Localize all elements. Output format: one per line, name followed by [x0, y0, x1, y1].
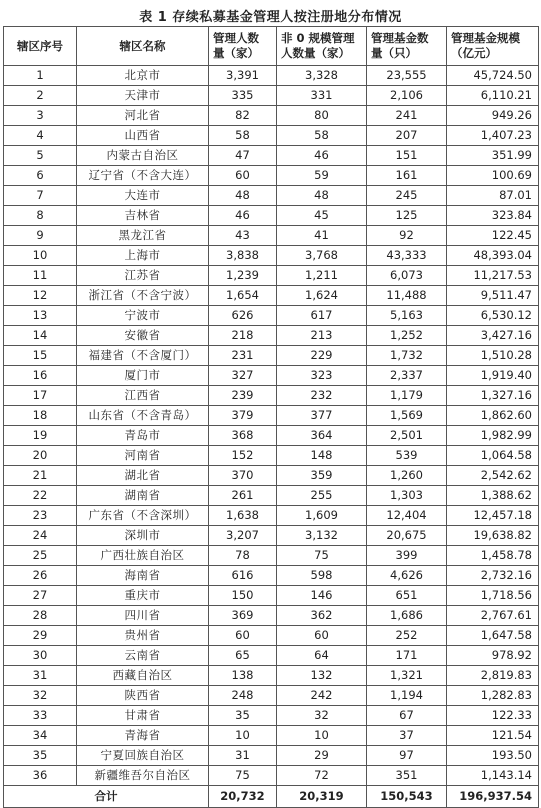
table-row [4, 126, 539, 146]
table-row [4, 106, 539, 126]
total-label: 合计 [4, 786, 209, 808]
cell-name: 湖北省 [77, 466, 209, 486]
table-row [4, 406, 539, 426]
cell-seq: 4 [4, 126, 77, 146]
cell-scale: 3,427.16 [447, 326, 539, 346]
cell-managers: 369 [209, 606, 277, 626]
cell-managers: 3,207 [209, 526, 277, 546]
cell-scale: 1,282.83 [447, 686, 539, 706]
cell-seq: 26 [4, 566, 77, 586]
table-row [4, 546, 539, 566]
cell-seq: 36 [4, 766, 77, 786]
cell-nonzero: 331 [277, 86, 367, 106]
cell-scale: 45,724.50 [447, 66, 539, 86]
cell-seq: 20 [4, 446, 77, 466]
cell-name: 甘肃省 [77, 706, 209, 726]
cell-scale: 87.01 [447, 186, 539, 206]
cell-funds: 2,501 [367, 426, 447, 446]
header-nonzero-line1: 非 0 规模管理 [281, 31, 355, 45]
cell-name: 云南省 [77, 646, 209, 666]
cell-funds: 97 [367, 746, 447, 766]
cell-nonzero: 59 [277, 166, 367, 186]
cell-managers: 60 [209, 166, 277, 186]
table-row [4, 346, 539, 366]
cell-managers: 10 [209, 726, 277, 746]
cell-scale: 1,862.60 [447, 406, 539, 426]
header-name: 辖区名称 [77, 27, 209, 66]
cell-managers: 65 [209, 646, 277, 666]
table-row [4, 206, 539, 226]
cell-name: 安徽省 [77, 326, 209, 346]
cell-managers: 3,838 [209, 246, 277, 266]
cell-name: 贵州省 [77, 626, 209, 646]
cell-nonzero: 242 [277, 686, 367, 706]
cell-nonzero: 617 [277, 306, 367, 326]
cell-nonzero: 1,609 [277, 506, 367, 526]
cell-scale: 2,732.16 [447, 566, 539, 586]
cell-name: 大连市 [77, 186, 209, 206]
header-funds-line1: 管理基金数 [371, 31, 429, 45]
cell-nonzero: 132 [277, 666, 367, 686]
header-funds-line2: 量（只） [371, 46, 417, 60]
table-row [4, 706, 539, 726]
table-row [4, 146, 539, 166]
cell-funds: 207 [367, 126, 447, 146]
cell-managers: 370 [209, 466, 277, 486]
cell-funds: 43,333 [367, 246, 447, 266]
cell-managers: 626 [209, 306, 277, 326]
cell-nonzero: 146 [277, 586, 367, 606]
cell-managers: 46 [209, 206, 277, 226]
cell-seq: 9 [4, 226, 77, 246]
cell-scale: 1,407.23 [447, 126, 539, 146]
header-managers-line1: 管理人数 [213, 31, 259, 45]
cell-seq: 30 [4, 646, 77, 666]
cell-scale: 949.26 [447, 106, 539, 126]
cell-scale: 978.92 [447, 646, 539, 666]
cell-nonzero: 72 [277, 766, 367, 786]
table-row [4, 686, 539, 706]
table-row [4, 466, 539, 486]
cell-name: 广西壮族自治区 [77, 546, 209, 566]
cell-managers: 368 [209, 426, 277, 446]
cell-scale: 48,393.04 [447, 246, 539, 266]
cell-seq: 11 [4, 266, 77, 286]
table-row [4, 306, 539, 326]
cell-nonzero: 10 [277, 726, 367, 746]
cell-managers: 47 [209, 146, 277, 166]
cell-nonzero: 3,768 [277, 246, 367, 266]
cell-name: 山西省 [77, 126, 209, 146]
table-row [4, 626, 539, 646]
cell-seq: 10 [4, 246, 77, 266]
cell-funds: 6,073 [367, 266, 447, 286]
table-row [4, 746, 539, 766]
cell-name: 宁夏回族自治区 [77, 746, 209, 766]
total-funds: 150,543 [367, 786, 447, 808]
table-row [4, 726, 539, 746]
cell-seq: 12 [4, 286, 77, 306]
cell-nonzero: 359 [277, 466, 367, 486]
cell-seq: 17 [4, 386, 77, 406]
cell-seq: 28 [4, 606, 77, 626]
cell-managers: 43 [209, 226, 277, 246]
table-row [4, 66, 539, 86]
cell-nonzero: 45 [277, 206, 367, 226]
cell-name: 山东省（不含青岛） [77, 406, 209, 426]
cell-managers: 379 [209, 406, 277, 426]
cell-seq: 25 [4, 546, 77, 566]
cell-nonzero: 48 [277, 186, 367, 206]
cell-managers: 1,239 [209, 266, 277, 286]
table-row [4, 366, 539, 386]
cell-seq: 27 [4, 586, 77, 606]
table-row [4, 166, 539, 186]
cell-funds: 1,303 [367, 486, 447, 506]
cell-managers: 31 [209, 746, 277, 766]
cell-nonzero: 255 [277, 486, 367, 506]
cell-funds: 23,555 [367, 66, 447, 86]
cell-funds: 1,179 [367, 386, 447, 406]
cell-scale: 1,327.16 [447, 386, 539, 406]
cell-managers: 152 [209, 446, 277, 466]
cell-nonzero: 80 [277, 106, 367, 126]
cell-name: 海南省 [77, 566, 209, 586]
cell-name: 黑龙江省 [77, 226, 209, 246]
cell-managers: 75 [209, 766, 277, 786]
cell-nonzero: 46 [277, 146, 367, 166]
cell-name: 四川省 [77, 606, 209, 626]
cell-name: 北京市 [77, 66, 209, 86]
cell-scale: 2,819.83 [447, 666, 539, 686]
table-row [4, 326, 539, 346]
cell-name: 吉林省 [77, 206, 209, 226]
cell-funds: 1,260 [367, 466, 447, 486]
cell-seq: 6 [4, 166, 77, 186]
header-scale-line2: （亿元） [451, 46, 497, 60]
cell-funds: 5,163 [367, 306, 447, 326]
cell-managers: 138 [209, 666, 277, 686]
cell-nonzero: 323 [277, 366, 367, 386]
cell-scale: 12,457.18 [447, 506, 539, 526]
cell-managers: 3,391 [209, 66, 277, 86]
table-row [4, 646, 539, 666]
cell-name: 深圳市 [77, 526, 209, 546]
cell-seq: 34 [4, 726, 77, 746]
cell-nonzero: 32 [277, 706, 367, 726]
cell-funds: 351 [367, 766, 447, 786]
cell-name: 辽宁省（不含大连） [77, 166, 209, 186]
table-row [4, 486, 539, 506]
cell-scale: 1,458.78 [447, 546, 539, 566]
cell-funds: 252 [367, 626, 447, 646]
registration-distribution-table [3, 26, 539, 808]
table-row [4, 286, 539, 306]
table-row [4, 426, 539, 446]
cell-scale: 100.69 [447, 166, 539, 186]
cell-name: 厦门市 [77, 366, 209, 386]
cell-seq: 5 [4, 146, 77, 166]
cell-seq: 15 [4, 346, 77, 366]
cell-scale: 121.54 [447, 726, 539, 746]
cell-scale: 323.84 [447, 206, 539, 226]
cell-name: 江苏省 [77, 266, 209, 286]
cell-scale: 2,767.61 [447, 606, 539, 626]
cell-scale: 19,638.82 [447, 526, 539, 546]
total-row [4, 786, 539, 808]
cell-seq: 13 [4, 306, 77, 326]
table-row [4, 506, 539, 526]
cell-scale: 1,388.62 [447, 486, 539, 506]
cell-funds: 1,321 [367, 666, 447, 686]
table-row [4, 86, 539, 106]
cell-funds: 171 [367, 646, 447, 666]
cell-funds: 241 [367, 106, 447, 126]
total-scale: 196,937.54 [447, 786, 539, 808]
cell-funds: 245 [367, 186, 447, 206]
header-managers [209, 27, 277, 66]
cell-seq: 19 [4, 426, 77, 446]
cell-funds: 161 [367, 166, 447, 186]
cell-scale: 1,718.56 [447, 586, 539, 606]
header-seq: 辖区序号 [4, 27, 77, 66]
cell-nonzero: 41 [277, 226, 367, 246]
cell-managers: 327 [209, 366, 277, 386]
table-row [4, 266, 539, 286]
cell-nonzero: 1,211 [277, 266, 367, 286]
cell-managers: 58 [209, 126, 277, 146]
cell-managers: 239 [209, 386, 277, 406]
cell-funds: 1,569 [367, 406, 447, 426]
table-row [4, 226, 539, 246]
cell-managers: 35 [209, 706, 277, 726]
cell-seq: 21 [4, 466, 77, 486]
cell-nonzero: 364 [277, 426, 367, 446]
cell-nonzero: 377 [277, 406, 367, 426]
cell-name: 河北省 [77, 106, 209, 126]
cell-funds: 67 [367, 706, 447, 726]
cell-scale: 351.99 [447, 146, 539, 166]
table-header-row [4, 27, 539, 66]
cell-managers: 335 [209, 86, 277, 106]
cell-name: 河南省 [77, 446, 209, 466]
cell-scale: 1,647.58 [447, 626, 539, 646]
cell-funds: 4,626 [367, 566, 447, 586]
cell-seq: 16 [4, 366, 77, 386]
cell-nonzero: 3,132 [277, 526, 367, 546]
table-row [4, 666, 539, 686]
cell-name: 上海市 [77, 246, 209, 266]
cell-funds: 2,106 [367, 86, 447, 106]
cell-name: 宁波市 [77, 306, 209, 326]
cell-scale: 193.50 [447, 746, 539, 766]
cell-seq: 3 [4, 106, 77, 126]
cell-managers: 261 [209, 486, 277, 506]
header-scale-line1: 管理基金规模 [451, 31, 520, 45]
cell-managers: 1,638 [209, 506, 277, 526]
cell-name: 天津市 [77, 86, 209, 106]
cell-nonzero: 232 [277, 386, 367, 406]
cell-managers: 616 [209, 566, 277, 586]
cell-funds: 11,488 [367, 286, 447, 306]
cell-managers: 218 [209, 326, 277, 346]
cell-seq: 18 [4, 406, 77, 426]
table-row [4, 386, 539, 406]
header-nonzero-line2: 人数量（家） [281, 46, 350, 60]
cell-managers: 60 [209, 626, 277, 646]
cell-managers: 48 [209, 186, 277, 206]
cell-name: 青海省 [77, 726, 209, 746]
cell-name: 陕西省 [77, 686, 209, 706]
cell-name: 广东省（不含深圳） [77, 506, 209, 526]
cell-scale: 122.33 [447, 706, 539, 726]
table-row [4, 186, 539, 206]
table-row [4, 566, 539, 586]
cell-scale: 11,217.53 [447, 266, 539, 286]
table-body [4, 66, 539, 786]
table-row [4, 526, 539, 546]
cell-managers: 82 [209, 106, 277, 126]
cell-nonzero: 229 [277, 346, 367, 366]
cell-seq: 7 [4, 186, 77, 206]
cell-funds: 1,252 [367, 326, 447, 346]
cell-seq: 31 [4, 666, 77, 686]
cell-managers: 231 [209, 346, 277, 366]
cell-name: 重庆市 [77, 586, 209, 606]
cell-nonzero: 29 [277, 746, 367, 766]
cell-nonzero: 148 [277, 446, 367, 466]
cell-nonzero: 60 [277, 626, 367, 646]
header-scale [447, 27, 539, 66]
cell-nonzero: 64 [277, 646, 367, 666]
cell-name: 福建省（不含厦门） [77, 346, 209, 366]
cell-name: 新疆维吾尔自治区 [77, 766, 209, 786]
cell-scale: 1,510.28 [447, 346, 539, 366]
cell-name: 浙江省（不含宁波） [77, 286, 209, 306]
header-managers-line2: 量（家） [213, 46, 259, 60]
cell-funds: 2,337 [367, 366, 447, 386]
cell-funds: 1,732 [367, 346, 447, 366]
cell-name: 青岛市 [77, 426, 209, 446]
table-title: 表 1 存续私募基金管理人按注册地分布情况 [139, 10, 402, 25]
cell-seq: 29 [4, 626, 77, 646]
cell-nonzero: 1,624 [277, 286, 367, 306]
cell-managers: 150 [209, 586, 277, 606]
cell-scale: 1,064.58 [447, 446, 539, 466]
cell-funds: 1,686 [367, 606, 447, 626]
cell-seq: 33 [4, 706, 77, 726]
table-row [4, 766, 539, 786]
cell-name: 江西省 [77, 386, 209, 406]
cell-nonzero: 598 [277, 566, 367, 586]
cell-nonzero: 362 [277, 606, 367, 626]
cell-seq: 14 [4, 326, 77, 346]
cell-seq: 22 [4, 486, 77, 506]
cell-funds: 539 [367, 446, 447, 466]
cell-managers: 1,654 [209, 286, 277, 306]
cell-seq: 35 [4, 746, 77, 766]
cell-nonzero: 3,328 [277, 66, 367, 86]
cell-funds: 12,404 [367, 506, 447, 526]
cell-nonzero: 75 [277, 546, 367, 566]
cell-nonzero: 58 [277, 126, 367, 146]
cell-seq: 24 [4, 526, 77, 546]
cell-scale: 1,919.40 [447, 366, 539, 386]
cell-scale: 6,110.21 [447, 86, 539, 106]
cell-name: 湖南省 [77, 486, 209, 506]
cell-name: 西藏自治区 [77, 666, 209, 686]
table-row [4, 606, 539, 626]
cell-scale: 1,982.99 [447, 426, 539, 446]
table-row [4, 446, 539, 466]
cell-name: 内蒙古自治区 [77, 146, 209, 166]
cell-scale: 1,143.14 [447, 766, 539, 786]
cell-seq: 23 [4, 506, 77, 526]
cell-funds: 37 [367, 726, 447, 746]
table-row [4, 586, 539, 606]
cell-funds: 125 [367, 206, 447, 226]
total-nonzero: 20,319 [277, 786, 367, 808]
header-funds [367, 27, 447, 66]
cell-seq: 8 [4, 206, 77, 226]
cell-scale: 2,542.62 [447, 466, 539, 486]
cell-funds: 1,194 [367, 686, 447, 706]
cell-seq: 2 [4, 86, 77, 106]
cell-funds: 651 [367, 586, 447, 606]
cell-scale: 6,530.12 [447, 306, 539, 326]
total-managers: 20,732 [209, 786, 277, 808]
cell-seq: 1 [4, 66, 77, 86]
cell-nonzero: 213 [277, 326, 367, 346]
cell-funds: 151 [367, 146, 447, 166]
cell-scale: 122.45 [447, 226, 539, 246]
cell-funds: 92 [367, 226, 447, 246]
table-row [4, 246, 539, 266]
cell-funds: 20,675 [367, 526, 447, 546]
header-nonzero [277, 27, 367, 66]
cell-managers: 248 [209, 686, 277, 706]
cell-funds: 399 [367, 546, 447, 566]
cell-scale: 9,511.47 [447, 286, 539, 306]
cell-managers: 78 [209, 546, 277, 566]
cell-seq: 32 [4, 686, 77, 706]
